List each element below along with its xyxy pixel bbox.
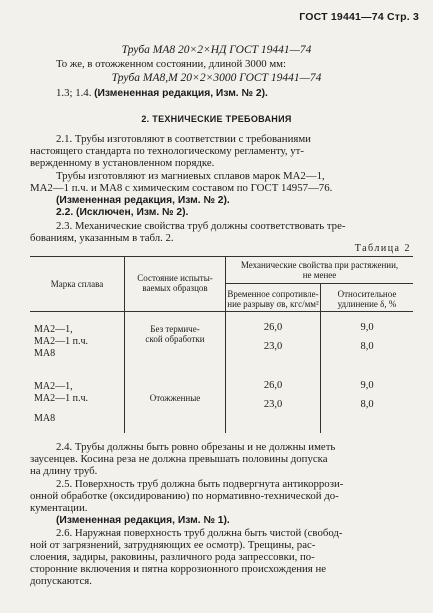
para-2-4-line-2: заусенцев. Косина реза не должна превышать половины допуска [30,453,328,465]
header-state-1: Состояние испыты- [137,273,213,283]
row2-alloy-3: МА8 [34,413,56,424]
row2-alloy-1: МА2—1, [34,381,73,392]
para-2-4-line-3: на длину труб. [30,465,98,477]
row2-state: Отожженные [149,393,201,403]
para-alloys-line-2: МА2—1 п.ч. и МА8 с химическим составом по ГОСТ 14957—76. [30,182,333,194]
table-subheader-rule [225,283,413,284]
para-2-6-line-3: слоения, задиры, раковины, различного рода запрессовки, по- [30,551,315,563]
row2-alloy-2: МА2—1 п.ч. [34,393,88,404]
header-mech-2: не менее [302,270,337,280]
table-label: Таблица 2 [354,243,411,254]
row2-strength-1: 26,0 [263,380,283,391]
row1-alloy-2: МА2—1 п.ч. [34,336,88,347]
para-2-3-line-2: бованиям, указанным в табл. 2. [30,232,174,244]
row2-elongation-1: 9,0 [360,380,374,391]
change-note: (Измененная редакция, Изм. № 2). [94,88,268,99]
header-strength-2: ние разрыву σв, кгс/мм² [227,299,319,309]
header-elongation-1: Относительное [337,289,397,299]
header-elongation-2: удлинение δ, % [337,299,397,309]
para-2-6-line-1: 2.6. Наружная поверхность труб должна быть чистой (свобод- [56,527,343,539]
row1-elongation-2: 8,0 [360,341,374,352]
para-2-3-line-1: 2.3. Механические свойства труб должны соответствовать тре- [56,220,346,232]
para-2-6-line-4: сторонние включения и пятна коррозионного происхождения не [30,563,327,575]
example-note: То же, в отожженном состоянии, длиной 3000 мм: [56,58,286,70]
para-2-5-line-2: онной обработке (оксидированию) по нормативно-технической до- [30,490,339,502]
row1-elongation-1: 9,0 [360,322,374,333]
clause-ref [56,87,268,100]
row1-alloy-1: МА2—1, [34,324,73,335]
clause-numbers: 1.3; 1.4. [56,87,92,99]
page-header: ГОСТ 19441—74 Стр. 3 [299,11,419,23]
header-strength-1: Временное сопротивле- [227,289,319,299]
header-mech-1: Механические свойства при растяжении, [240,260,399,270]
header-alloy: Марка сплава [50,279,104,289]
para-2-1-line-2: настоящего стандарта по технологическому регламенту, ут- [30,145,304,157]
para-alloys-line-1: Трубы изготовляют из магниевых сплавов марок МА2—1, [56,170,325,182]
example-designation-2: Труба МА8,М 20×2×3000 ГОСТ 19441—74 [111,72,322,84]
para-2-2: 2.2. (Исключен, Изм. № 2). [56,207,189,218]
change-note-2a: (Измененная редакция, Изм. № 2). [56,195,230,206]
para-2-5-line-3: кументации. [30,502,88,514]
para-2-1-line-3: вержденному в установленном порядке. [30,157,215,169]
row2-elongation-2: 8,0 [360,399,374,410]
para-2-6-line-5: допускаются. [30,575,92,587]
row1-strength-2: 23,0 [263,341,283,352]
table-2 [30,253,413,433]
row1-state-2: ской обработки [145,334,205,344]
change-note-1: (Измененная редакция, Изм. № 1). [56,515,230,526]
section-title: 2. ТЕХНИЧЕСКИЕ ТРЕБОВАНИЯ [141,114,292,124]
para-2-5-line-1: 2.5. Поверхность труб должна быть подвергнута антикоррози- [56,478,344,490]
header-state-2: ваемых образцов [142,283,208,293]
para-2-6-line-2: ной от загрязнений, затрудняющих ее осмотр). Трещины, рас- [30,539,316,551]
para-2-4-line-1: 2.4. Трубы должны быть ровно обрезаны и не должны иметь [56,441,336,453]
row1-strength-1: 26,0 [263,322,283,333]
table-top-rule [30,256,413,257]
row2-strength-2: 23,0 [263,399,283,410]
table-header-rule [30,311,413,312]
row1-state-1: Без термиче- [150,324,200,334]
row1-alloy-3: МА8 [34,348,56,359]
para-2-1-line-1: 2.1. Трубы изготовляют в соответствии с требованиями [56,133,311,145]
example-designation-1: Труба МА8 20×2×НД ГОСТ 19441—74 [121,44,312,56]
